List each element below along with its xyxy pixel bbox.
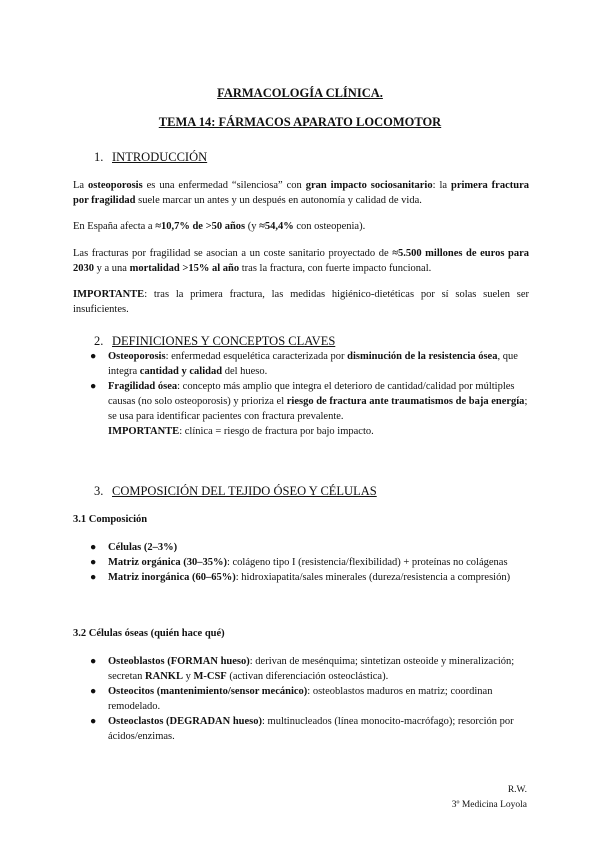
bold-run: primera fractura por fragilidad <box>73 180 529 206</box>
bold-run: IMPORTANTE <box>73 289 145 300</box>
bold-run: riesgo de fractura ante traumatismos de baja energía <box>286 396 525 407</box>
bold-run: cantidad y calidad <box>139 366 223 377</box>
bullet-icon: ● <box>90 351 97 362</box>
subsection-title: 3.1 Composición <box>73 514 148 525</box>
text-run: ; se usa para identificar pacientes con fractura prevalente. <box>108 396 528 422</box>
list-item <box>90 570 530 585</box>
bold-run: Células (2–3%) <box>108 542 178 553</box>
text-run: : colágeno tipo I (resistencia/flexibilidad) + proteínas no colágenas <box>226 557 508 568</box>
text-run: La <box>73 180 89 191</box>
bold-run: ≈54,4% <box>259 221 294 232</box>
footer-initials: R.W. <box>507 785 527 795</box>
bold-run: Osteoclastos (DEGRADAN hueso) <box>108 716 262 727</box>
text-run: : derivan de mesénquima; sintetizan osteoide y mineralización; secretan <box>108 656 515 682</box>
intro-paragraph-3 <box>73 246 529 276</box>
bold-run: RANKL <box>145 671 183 682</box>
bold-run: disminución de la resistencia ósea <box>347 351 498 362</box>
bold-run: Osteoblastos (FORMAN hueso) <box>108 656 250 667</box>
text-run: y a una <box>94 263 130 274</box>
text-run: y <box>182 671 194 682</box>
bold-run: Osteoporosis <box>108 351 166 362</box>
definitions-list <box>90 349 530 439</box>
section-2-heading <box>94 334 335 349</box>
bullet-icon: ● <box>90 716 97 727</box>
composition-list <box>90 540 530 585</box>
text-run: : la <box>432 180 451 191</box>
list-item <box>90 684 530 714</box>
bold-run: gran impacto sociosanitario <box>305 180 433 191</box>
text-run: : osteoblastos maduros en matriz; coordinan remodelado. <box>108 686 493 712</box>
list-item <box>90 540 530 555</box>
text-run: , que integra <box>108 351 518 377</box>
section-3-heading <box>94 484 377 499</box>
cells-list <box>90 654 530 744</box>
text-run: es una enfermedad “silenciosa” con <box>142 180 306 191</box>
text-run: tras la fractura, con fuerte impacto funcional. <box>239 263 432 274</box>
footer-course: 3º Medicina Loyola <box>451 800 527 810</box>
text-run: : clínica = riesgo de fractura por bajo impacto. <box>179 426 374 437</box>
subsection-title: 3.2 Células óseas (quién hace qué) <box>73 628 225 639</box>
intro-paragraph-2 <box>73 219 529 234</box>
bold-run: Matriz inorgánica (60–65%) <box>108 572 236 583</box>
bold-run: IMPORTANTE <box>108 426 180 437</box>
section-label: INTRODUCCIÓN <box>112 150 208 164</box>
bullet-icon: ● <box>90 542 97 553</box>
bold-run: Fragilidad ósea <box>108 381 178 392</box>
bold-run: osteoporosis <box>88 180 143 191</box>
section-number: 2. <box>94 334 104 348</box>
text-run: : enfermedad esquelética caracterizada por <box>165 351 348 362</box>
bold-run: ≈5.500 millones de euros para 2030 <box>73 248 530 274</box>
list-item <box>90 555 530 570</box>
text-run: En España afecta a <box>73 221 156 232</box>
section-number: 1. <box>94 150 104 164</box>
intro-paragraph-4 <box>73 287 529 317</box>
topic-title: TEMA 14: FÁRMACOS APARATO LOCOMOTOR <box>158 115 442 129</box>
list-item <box>90 654 530 684</box>
text-run: suele marcar un antes y un después en autonomía y calidad de vida. <box>135 195 422 206</box>
list-item <box>90 379 530 439</box>
section-number: 3. <box>94 484 104 498</box>
document-title: FARMACOLOGÍA CLÍNICA. <box>217 86 383 100</box>
text-run: : multinucleados (línea monocito-macrófago); resorción por ácidos/enzimas. <box>108 716 514 742</box>
bold-run: Matriz orgánica (30–35%) <box>108 557 227 568</box>
text-run: : tras la primera fractura, las medidas higiénico-dietéticas por sí solas suelen ser insuficientes. <box>73 289 529 315</box>
bold-run: M-CSF <box>193 671 227 682</box>
bold-run: ≈10,7% de >50 años <box>155 221 246 232</box>
list-item <box>90 714 530 744</box>
bullet-icon: ● <box>90 686 97 697</box>
text-run: con osteopenia). <box>293 221 366 232</box>
section-1-heading <box>94 150 207 165</box>
text-run: (activan diferenciación osteoclástica). <box>226 671 389 682</box>
text-run: : hidroxiapatita/sales minerales (dureza/resistencia a compresión) <box>235 572 511 583</box>
text-run: (y <box>245 221 260 232</box>
intro-paragraph-1 <box>73 178 529 208</box>
text-run: del hueso. <box>222 366 268 377</box>
section-label: DEFINICIONES Y CONCEPTOS CLAVES <box>112 334 336 348</box>
bold-run: Osteocitos (mantenimiento/sensor mecánico) <box>108 686 308 697</box>
bullet-icon: ● <box>90 656 97 667</box>
text-run: : concepto más amplio que integra el deterioro de cantidad/calidad por múltiples causas (no solo osteoporosis) y prioriza el <box>108 381 515 407</box>
section-label: COMPOSICIÓN DEL TEJIDO ÓSEO Y CÉLULAS <box>112 484 377 498</box>
bullet-icon: ● <box>90 572 97 583</box>
bold-run: mortalidad >15% al año <box>129 263 240 274</box>
bullet-icon: ● <box>90 381 97 392</box>
bullet-icon: ● <box>90 557 97 568</box>
text-run: Las fracturas por fragilidad se asocian a un coste sanitario proyectado de <box>73 248 393 259</box>
list-item <box>90 349 530 379</box>
